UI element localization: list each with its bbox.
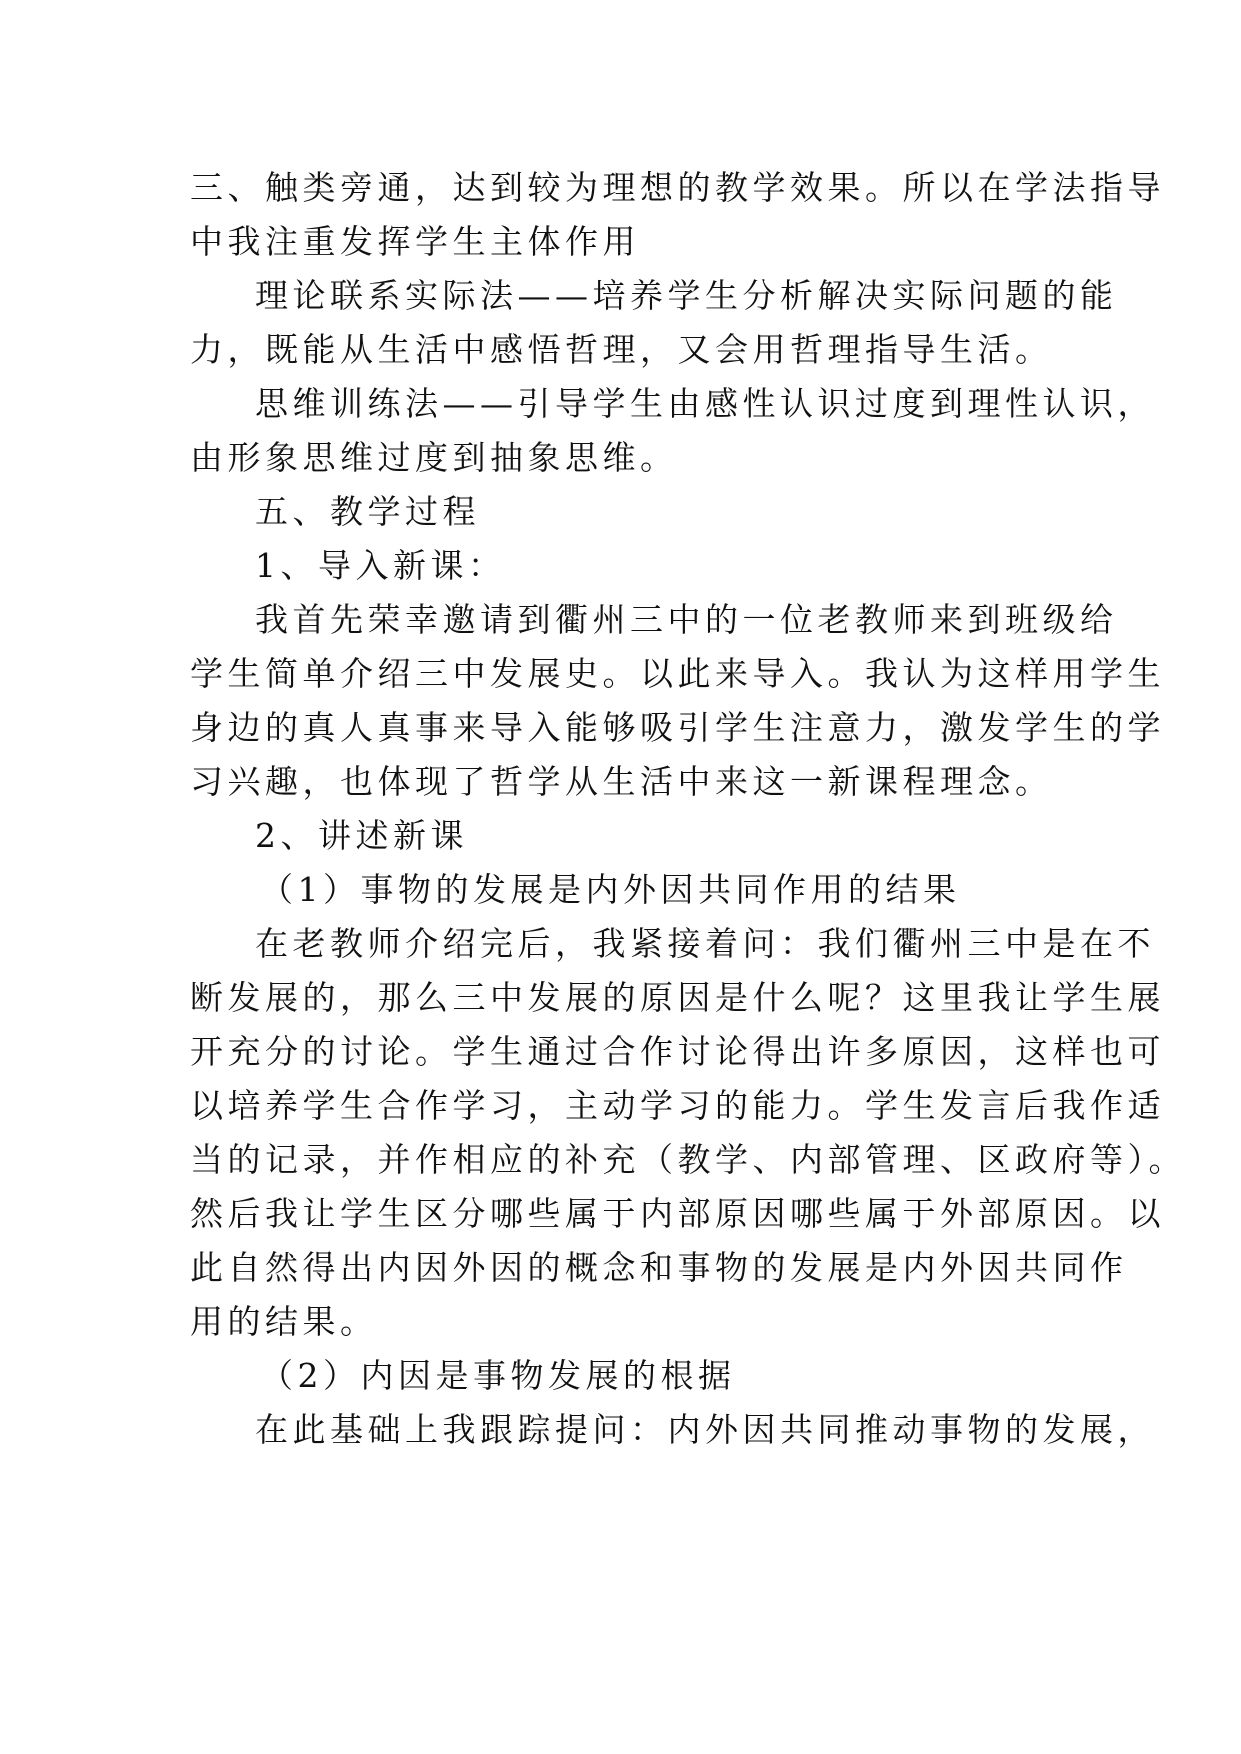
- text-line: 中我注重发挥学生主体作用: [190, 222, 640, 261]
- text-line: 学生简单介绍三中发展史。以此来导入。我认为这样用学生: [190, 654, 1165, 693]
- text-line: 在此基础上我跟踪提问：内外因共同推动事物的发展，: [255, 1410, 1155, 1449]
- text-line: 然后我让学生区分哪些属于内部原因哪些属于外部原因。以: [190, 1194, 1165, 1233]
- text-line: 当的记录，并作相应的补充（教学、内部管理、区政府等）。: [190, 1140, 1186, 1179]
- subsection-heading: 2、讲述新课: [255, 816, 468, 855]
- text-line: 由形象思维过度到抽象思维。: [190, 438, 678, 477]
- text-line: 以培养学生合作学习，主动学习的能力。学生发言后我作适: [190, 1086, 1165, 1125]
- text-line: 此自然得出内因外因的概念和事物的发展是内外因共同作: [190, 1248, 1128, 1287]
- text-line: 在老教师介绍完后，我紧接着问：我们衢州三中是在不: [255, 924, 1155, 963]
- text-line: 思维训练法——引导学生由感性认识过度到理性认识，: [255, 384, 1155, 423]
- text-line: 力，既能从生活中感悟哲理，又会用哲理指导生活。: [190, 330, 1053, 369]
- text-line: 理论联系实际法——培养学生分析解决实际问题的能: [255, 276, 1118, 315]
- text-line: 我首先荣幸邀请到衢州三中的一位老教师来到班级给: [255, 600, 1118, 639]
- text-line: 习兴趣，也体现了哲学从生活中来这一新课程理念。: [190, 762, 1053, 801]
- text-line: 身边的真人真事来导入能够吸引学生注意力，激发学生的学: [190, 708, 1165, 747]
- text-line: 断发展的，那么三中发展的原因是什么呢？这里我让学生展: [190, 978, 1165, 1017]
- text-line: 三、触类旁通，达到较为理想的教学效果。所以在学法指导: [190, 168, 1165, 207]
- section-heading: 五、教学过程: [255, 492, 480, 531]
- text-line: 开充分的讨论。学生通过合作讨论得出许多原因，这样也可: [190, 1032, 1165, 1071]
- text-line: 用的结果。: [190, 1302, 378, 1341]
- subsection-heading: 1、导入新课：: [255, 546, 506, 585]
- subsection-heading: （2）内因是事物发展的根据: [260, 1356, 736, 1395]
- subsection-heading: （1）事物的发展是内外因共同作用的结果: [260, 870, 961, 909]
